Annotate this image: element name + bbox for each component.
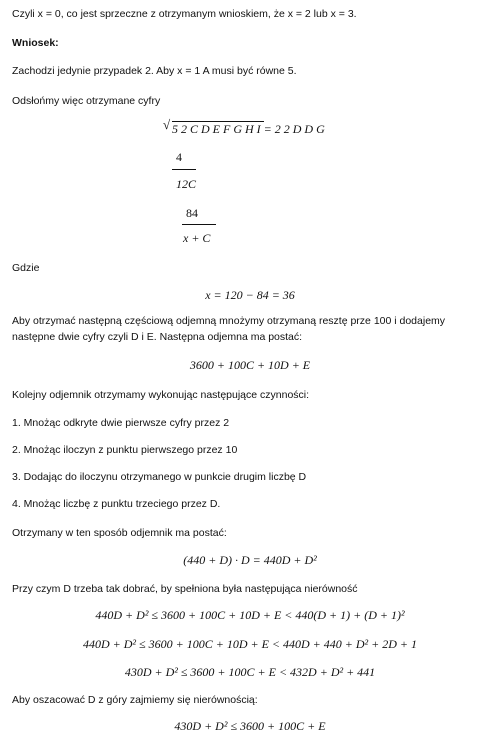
text-line-next-minuend-b: następne dwie cyfry czyli D i E. Następna odjemna ma postać: xyxy=(12,331,303,343)
inequality-1: 440D + D² ≤ 3600 + 100C + 10D + E < 440(D + 1) + (D + 1)² xyxy=(95,608,405,622)
heading-conclusion: Wniosek: xyxy=(12,37,59,49)
sqrt-equation: 5 2 C D E F G H I = 2 2 D D G xyxy=(172,122,325,136)
equation-x: x = 120 − 84 = 36 xyxy=(205,288,295,302)
text-line-subtrahend-form: Otrzymany w ten sposób odjemnik ma postać: xyxy=(12,527,227,539)
step-4: 4. Mnożąc liczbę z punktu trzeciego przez D. xyxy=(12,498,221,510)
inequality-2: 440D + D² ≤ 3600 + 100C + 10D + E < 440D + 440 + D² + 2D + 1 xyxy=(83,637,417,651)
text-line-estimate: Aby oszacować D z góry zajmiemy się nierównością: xyxy=(12,694,258,706)
division-line-2 xyxy=(182,224,216,225)
division-step-4: 4 xyxy=(176,150,182,164)
division-step-12c: 12C xyxy=(176,177,197,191)
step-1: 1. Mnożąc odkryte dwie pierwsze cyfry przez 2 xyxy=(12,417,230,429)
text-line-case: Zachodzi jedynie przypadek 2. Aby x = 1 A musi być równe 5. xyxy=(12,65,297,77)
step-2: 2. Mnożąc iloczyn z punktu pierwszego przez 10 xyxy=(12,444,238,456)
text-line-next-minuend-a: Aby otrzymać następną częściową odjemną mnożymy otrzymaną resztę prze 100 i dodajemy xyxy=(12,315,446,327)
text-line-where: Gdzie xyxy=(12,262,40,274)
inequality-3: 430D + D² ≤ 3600 + 100C + E < 432D + D² + 441 xyxy=(124,665,376,679)
step-3: 3. Dodając do iloczynu otrzymanego w punkcie drugim liczbę D xyxy=(12,471,307,483)
equation-minuend: 3600 + 100C + 10D + E xyxy=(189,358,311,372)
text-line-reveal: Odsłońmy więc otrzymane cyfry xyxy=(12,95,161,107)
division-line-1 xyxy=(172,169,196,170)
sqrt-symbol: √ xyxy=(163,117,171,132)
equation-subtrahend: (440 + D) · D = 440D + D² xyxy=(183,553,317,567)
text-line-next-subtrahend: Kolejny odjemnik otrzymamy wykonując następujące czynności: xyxy=(12,389,310,401)
text-line-contradiction: Czyli x = 0, co jest sprzeczne z otrzymanym wnioskiem, że x = 2 lub x = 3. xyxy=(12,8,357,20)
inequality-4: 430D + D² ≤ 3600 + 100C + E xyxy=(174,719,326,733)
text-line-inequality-intro: Przy czym D trzeba tak dobrać, by spełniona była następująca nierówność xyxy=(12,583,358,595)
division-step-84: 84 xyxy=(186,206,198,220)
division-step-xc: x + C xyxy=(183,231,211,245)
